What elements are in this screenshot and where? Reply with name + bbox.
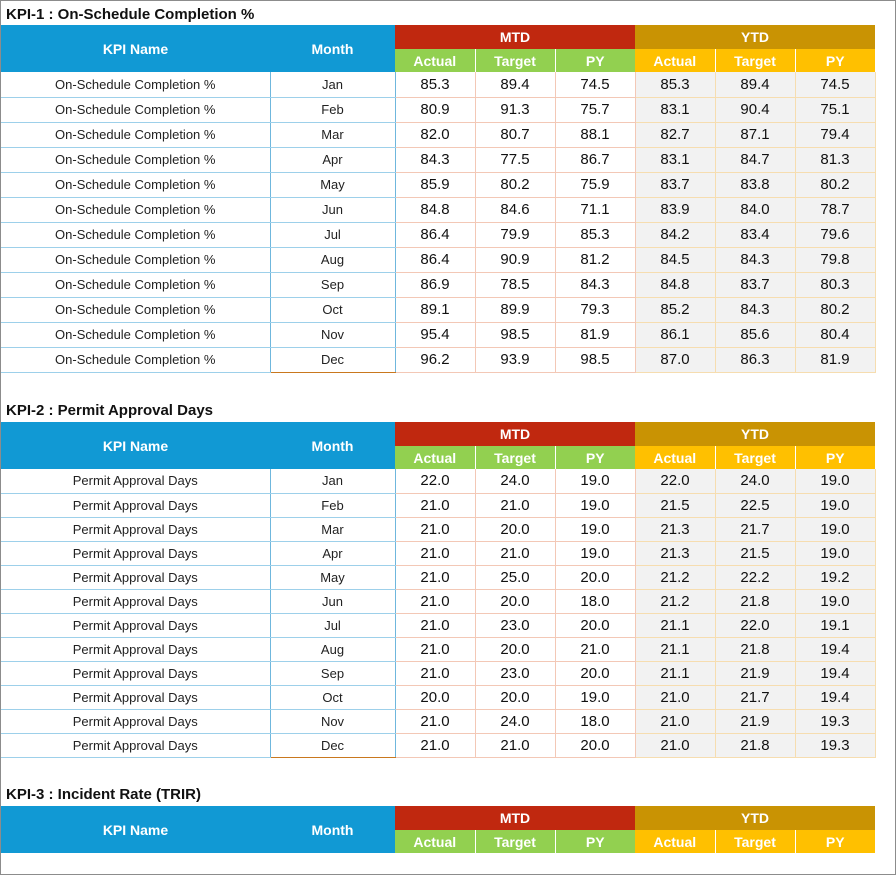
mtd-actual-cell[interactable]: 86.4 bbox=[395, 247, 475, 272]
mtd-py-cell[interactable]: 86.7 bbox=[555, 147, 635, 172]
ytd-py-cell[interactable]: 19.0 bbox=[795, 517, 875, 541]
ytd-py-cell[interactable]: 19.3 bbox=[795, 733, 875, 757]
ytd-py-cell[interactable]: 19.4 bbox=[795, 637, 875, 661]
ytd-target-cell[interactable]: 21.8 bbox=[715, 589, 795, 613]
month-cell[interactable]: Oct bbox=[270, 297, 395, 322]
mtd-target-cell[interactable]: 80.2 bbox=[475, 172, 555, 197]
ytd-py-cell[interactable]: 19.3 bbox=[795, 709, 875, 733]
ytd-actual-cell[interactable]: 21.1 bbox=[635, 661, 715, 685]
ytd-py-header[interactable]: PY bbox=[795, 49, 875, 72]
table-row bbox=[1, 517, 875, 541]
kpi-name-cell[interactable]: On-Schedule Completion % bbox=[1, 222, 270, 247]
mtd-py-header[interactable]: PY bbox=[555, 446, 635, 469]
month-header[interactable]: Month bbox=[270, 806, 395, 853]
table-row bbox=[1, 685, 875, 709]
kpi-name-cell[interactable]: Permit Approval Days bbox=[1, 517, 270, 541]
mtd-header[interactable]: MTD bbox=[395, 422, 635, 446]
ytd-target-cell[interactable]: 83.8 bbox=[715, 172, 795, 197]
kpi-name-header[interactable]: KPI Name bbox=[1, 806, 270, 853]
ytd-actual-cell[interactable]: 22.0 bbox=[635, 469, 715, 493]
table-row bbox=[1, 247, 875, 272]
ytd-actual-cell[interactable]: 21.0 bbox=[635, 685, 715, 709]
ytd-header[interactable]: YTD bbox=[635, 806, 875, 830]
mtd-py-cell[interactable]: 19.0 bbox=[555, 517, 635, 541]
ytd-actual-cell[interactable]: 21.5 bbox=[635, 493, 715, 517]
ytd-actual-cell[interactable]: 84.5 bbox=[635, 247, 715, 272]
mtd-target-header[interactable]: Target bbox=[475, 49, 555, 72]
mtd-target-cell[interactable]: 21.0 bbox=[475, 541, 555, 565]
kpi-name-cell[interactable]: Permit Approval Days bbox=[1, 661, 270, 685]
kpi-3-table bbox=[1, 806, 875, 853]
ytd-py-cell[interactable]: 19.4 bbox=[795, 661, 875, 685]
mtd-py-cell[interactable]: 71.1 bbox=[555, 197, 635, 222]
mtd-actual-header[interactable]: Actual bbox=[395, 830, 475, 853]
month-cell[interactable]: Jan bbox=[270, 72, 395, 97]
month-header[interactable]: Month bbox=[270, 422, 395, 469]
month-cell[interactable]: May bbox=[270, 565, 395, 589]
ytd-actual-cell[interactable]: 83.1 bbox=[635, 97, 715, 122]
kpi-1-title: KPI-1 : On-Schedule Completion % bbox=[6, 6, 255, 23]
mtd-header[interactable]: MTD bbox=[395, 806, 635, 830]
mtd-target-cell[interactable]: 79.9 bbox=[475, 222, 555, 247]
ytd-actual-cell[interactable]: 85.2 bbox=[635, 297, 715, 322]
ytd-actual-cell[interactable]: 21.3 bbox=[635, 517, 715, 541]
table-row bbox=[1, 322, 875, 347]
mtd-py-cell[interactable]: 18.0 bbox=[555, 589, 635, 613]
mtd-target-cell[interactable]: 78.5 bbox=[475, 272, 555, 297]
ytd-py-cell[interactable]: 19.1 bbox=[795, 613, 875, 637]
table-row bbox=[1, 147, 875, 172]
ytd-actual-header[interactable]: Actual bbox=[635, 49, 715, 72]
kpi-name-cell[interactable]: On-Schedule Completion % bbox=[1, 247, 270, 272]
ytd-target-cell[interactable]: 21.5 bbox=[715, 541, 795, 565]
mtd-py-cell[interactable]: 20.0 bbox=[555, 661, 635, 685]
mtd-actual-cell[interactable]: 21.0 bbox=[395, 493, 475, 517]
ytd-py-header[interactable]: PY bbox=[795, 446, 875, 469]
mtd-target-cell[interactable]: 77.5 bbox=[475, 147, 555, 172]
month-cell[interactable]: Aug bbox=[270, 247, 395, 272]
mtd-target-cell[interactable]: 24.0 bbox=[475, 709, 555, 733]
ytd-py-cell[interactable]: 19.4 bbox=[795, 685, 875, 709]
mtd-actual-cell[interactable]: 20.0 bbox=[395, 685, 475, 709]
kpi-name-cell[interactable]: Permit Approval Days bbox=[1, 733, 270, 757]
mtd-target-cell[interactable]: 25.0 bbox=[475, 565, 555, 589]
mtd-actual-cell[interactable]: 21.0 bbox=[395, 733, 475, 757]
ytd-target-cell[interactable]: 22.5 bbox=[715, 493, 795, 517]
mtd-header[interactable]: MTD bbox=[395, 25, 635, 49]
ytd-actual-cell[interactable]: 21.0 bbox=[635, 733, 715, 757]
table-row bbox=[1, 172, 875, 197]
ytd-py-cell[interactable]: 79.6 bbox=[795, 222, 875, 247]
ytd-actual-header[interactable]: Actual bbox=[635, 446, 715, 469]
table-row bbox=[1, 733, 875, 757]
mtd-py-cell[interactable]: 75.7 bbox=[555, 97, 635, 122]
kpi-1-table bbox=[1, 25, 876, 373]
mtd-actual-cell[interactable]: 21.0 bbox=[395, 613, 475, 637]
ytd-py-cell[interactable]: 81.3 bbox=[795, 147, 875, 172]
ytd-actual-cell[interactable]: 83.1 bbox=[635, 147, 715, 172]
mtd-py-cell[interactable]: 19.0 bbox=[555, 493, 635, 517]
mtd-py-cell[interactable]: 81.9 bbox=[555, 322, 635, 347]
ytd-target-header[interactable]: Target bbox=[715, 49, 795, 72]
ytd-actual-cell[interactable]: 21.1 bbox=[635, 613, 715, 637]
kpi-name-cell[interactable]: On-Schedule Completion % bbox=[1, 172, 270, 197]
mtd-target-cell[interactable]: 20.0 bbox=[475, 685, 555, 709]
kpi-name-cell[interactable]: On-Schedule Completion % bbox=[1, 297, 270, 322]
kpi-name-cell[interactable]: Permit Approval Days bbox=[1, 637, 270, 661]
mtd-py-cell[interactable]: 88.1 bbox=[555, 122, 635, 147]
mtd-actual-cell[interactable]: 21.0 bbox=[395, 589, 475, 613]
mtd-target-cell[interactable]: 23.0 bbox=[475, 661, 555, 685]
table-row bbox=[1, 122, 875, 147]
ytd-target-cell[interactable]: 84.7 bbox=[715, 147, 795, 172]
ytd-target-cell[interactable]: 22.0 bbox=[715, 613, 795, 637]
table-row bbox=[1, 347, 875, 372]
table-row bbox=[1, 541, 875, 565]
kpi-name-cell[interactable]: Permit Approval Days bbox=[1, 469, 270, 493]
mtd-target-cell[interactable]: 20.0 bbox=[475, 517, 555, 541]
mtd-target-cell[interactable]: 20.0 bbox=[475, 589, 555, 613]
ytd-py-cell[interactable]: 80.2 bbox=[795, 297, 875, 322]
mtd-actual-cell[interactable]: 21.0 bbox=[395, 565, 475, 589]
ytd-target-cell[interactable]: 83.4 bbox=[715, 222, 795, 247]
ytd-actual-cell[interactable]: 85.3 bbox=[635, 72, 715, 97]
mtd-target-cell[interactable]: 20.0 bbox=[475, 637, 555, 661]
month-cell[interactable]: Dec bbox=[270, 733, 395, 757]
mtd-actual-cell[interactable]: 80.9 bbox=[395, 97, 475, 122]
mtd-py-cell[interactable]: 74.5 bbox=[555, 72, 635, 97]
mtd-py-cell[interactable]: 20.0 bbox=[555, 565, 635, 589]
mtd-actual-cell[interactable]: 85.3 bbox=[395, 72, 475, 97]
ytd-target-cell[interactable]: 24.0 bbox=[715, 469, 795, 493]
ytd-target-cell[interactable]: 89.4 bbox=[715, 72, 795, 97]
kpi-name-cell[interactable]: On-Schedule Completion % bbox=[1, 197, 270, 222]
mtd-target-cell[interactable]: 80.7 bbox=[475, 122, 555, 147]
ytd-actual-cell[interactable]: 82.7 bbox=[635, 122, 715, 147]
mtd-target-cell[interactable]: 89.4 bbox=[475, 72, 555, 97]
kpi-name-cell[interactable]: Permit Approval Days bbox=[1, 709, 270, 733]
ytd-py-cell[interactable]: 19.0 bbox=[795, 541, 875, 565]
ytd-py-cell[interactable]: 19.0 bbox=[795, 469, 875, 493]
mtd-py-cell[interactable]: 19.0 bbox=[555, 541, 635, 565]
kpi-name-cell[interactable]: Permit Approval Days bbox=[1, 565, 270, 589]
month-cell[interactable]: Nov bbox=[270, 322, 395, 347]
ytd-target-cell[interactable]: 86.3 bbox=[715, 347, 795, 372]
kpi-2-table bbox=[1, 422, 876, 758]
ytd-target-cell[interactable]: 21.9 bbox=[715, 709, 795, 733]
month-cell[interactable]: Mar bbox=[270, 517, 395, 541]
ytd-actual-cell[interactable]: 84.8 bbox=[635, 272, 715, 297]
mtd-py-cell[interactable]: 20.0 bbox=[555, 613, 635, 637]
month-cell[interactable]: Apr bbox=[270, 541, 395, 565]
ytd-py-cell[interactable]: 81.9 bbox=[795, 347, 875, 372]
mtd-py-cell[interactable]: 19.0 bbox=[555, 469, 635, 493]
mtd-target-header[interactable]: Target bbox=[475, 830, 555, 853]
ytd-target-cell[interactable]: 84.3 bbox=[715, 247, 795, 272]
mtd-actual-cell[interactable]: 21.0 bbox=[395, 661, 475, 685]
ytd-actual-cell[interactable]: 83.7 bbox=[635, 172, 715, 197]
month-cell[interactable]: Jun bbox=[270, 589, 395, 613]
month-cell[interactable]: Feb bbox=[270, 97, 395, 122]
ytd-target-cell[interactable]: 21.7 bbox=[715, 685, 795, 709]
ytd-actual-cell[interactable]: 21.3 bbox=[635, 541, 715, 565]
mtd-py-cell[interactable]: 79.3 bbox=[555, 297, 635, 322]
ytd-py-cell[interactable]: 19.0 bbox=[795, 589, 875, 613]
ytd-actual-cell[interactable]: 21.2 bbox=[635, 589, 715, 613]
month-cell[interactable]: Oct bbox=[270, 685, 395, 709]
month-cell[interactable]: Sep bbox=[270, 272, 395, 297]
table-row bbox=[1, 493, 875, 517]
month-cell[interactable]: Apr bbox=[270, 147, 395, 172]
kpi-name-header[interactable]: KPI Name bbox=[1, 422, 270, 469]
ytd-py-cell[interactable]: 19.0 bbox=[795, 493, 875, 517]
ytd-actual-cell[interactable]: 86.1 bbox=[635, 322, 715, 347]
ytd-target-cell[interactable]: 21.8 bbox=[715, 637, 795, 661]
table-row bbox=[1, 222, 875, 247]
mtd-actual-cell[interactable]: 82.0 bbox=[395, 122, 475, 147]
ytd-target-cell[interactable]: 84.3 bbox=[715, 297, 795, 322]
ytd-target-cell[interactable]: 22.2 bbox=[715, 565, 795, 589]
ytd-target-cell[interactable]: 84.0 bbox=[715, 197, 795, 222]
kpi-name-cell[interactable]: On-Schedule Completion % bbox=[1, 272, 270, 297]
mtd-py-cell[interactable]: 20.0 bbox=[555, 733, 635, 757]
ytd-header[interactable]: YTD bbox=[635, 422, 875, 446]
ytd-target-header[interactable]: Target bbox=[715, 830, 795, 853]
mtd-target-cell[interactable]: 24.0 bbox=[475, 469, 555, 493]
mtd-actual-cell[interactable]: 21.0 bbox=[395, 541, 475, 565]
kpi-name-cell[interactable]: On-Schedule Completion % bbox=[1, 97, 270, 122]
mtd-actual-cell[interactable]: 89.1 bbox=[395, 297, 475, 322]
ytd-header[interactable]: YTD bbox=[635, 25, 875, 49]
month-cell[interactable]: Jul bbox=[270, 222, 395, 247]
kpi-2-title: KPI-2 : Permit Approval Days bbox=[6, 402, 214, 419]
ytd-target-cell[interactable]: 87.1 bbox=[715, 122, 795, 147]
kpi-name-cell[interactable]: On-Schedule Completion % bbox=[1, 322, 270, 347]
mtd-py-cell[interactable]: 84.3 bbox=[555, 272, 635, 297]
mtd-actual-header[interactable]: Actual bbox=[395, 446, 475, 469]
month-cell[interactable]: Jul bbox=[270, 613, 395, 637]
ytd-actual-cell[interactable]: 21.1 bbox=[635, 637, 715, 661]
month-cell[interactable]: Mar bbox=[270, 122, 395, 147]
mtd-target-cell[interactable]: 91.3 bbox=[475, 97, 555, 122]
ytd-py-cell[interactable]: 79.4 bbox=[795, 122, 875, 147]
month-cell[interactable]: Sep bbox=[270, 661, 395, 685]
mtd-actual-cell[interactable]: 86.4 bbox=[395, 222, 475, 247]
table-row bbox=[1, 613, 875, 637]
ytd-py-cell[interactable]: 19.2 bbox=[795, 565, 875, 589]
table-row bbox=[1, 297, 875, 322]
kpi-name-cell[interactable]: Permit Approval Days bbox=[1, 685, 270, 709]
ytd-py-cell[interactable]: 80.4 bbox=[795, 322, 875, 347]
mtd-target-cell[interactable]: 84.6 bbox=[475, 197, 555, 222]
ytd-py-cell[interactable]: 74.5 bbox=[795, 72, 875, 97]
mtd-actual-cell[interactable]: 85.9 bbox=[395, 172, 475, 197]
mtd-actual-cell[interactable]: 21.0 bbox=[395, 709, 475, 733]
mtd-actual-cell[interactable]: 96.2 bbox=[395, 347, 475, 372]
month-cell[interactable]: Jun bbox=[270, 197, 395, 222]
mtd-actual-cell[interactable]: 95.4 bbox=[395, 322, 475, 347]
ytd-target-cell[interactable]: 21.9 bbox=[715, 661, 795, 685]
ytd-py-header[interactable]: PY bbox=[795, 830, 875, 853]
ytd-py-cell[interactable]: 79.8 bbox=[795, 247, 875, 272]
mtd-py-header[interactable]: PY bbox=[555, 49, 635, 72]
table-row bbox=[1, 709, 875, 733]
month-cell[interactable]: Dec bbox=[270, 347, 395, 372]
table-row bbox=[1, 97, 875, 122]
table-row bbox=[1, 197, 875, 222]
mtd-actual-cell[interactable]: 84.3 bbox=[395, 147, 475, 172]
ytd-actual-cell[interactable]: 21.2 bbox=[635, 565, 715, 589]
mtd-target-cell[interactable]: 89.9 bbox=[475, 297, 555, 322]
mtd-target-cell[interactable]: 21.0 bbox=[475, 493, 555, 517]
ytd-target-header[interactable]: Target bbox=[715, 446, 795, 469]
ytd-target-cell[interactable]: 85.6 bbox=[715, 322, 795, 347]
mtd-target-cell[interactable]: 93.9 bbox=[475, 347, 555, 372]
mtd-py-cell[interactable]: 18.0 bbox=[555, 709, 635, 733]
month-cell[interactable]: May bbox=[270, 172, 395, 197]
kpi-name-cell[interactable]: Permit Approval Days bbox=[1, 613, 270, 637]
kpi-name-cell[interactable]: Permit Approval Days bbox=[1, 493, 270, 517]
month-header[interactable]: Month bbox=[270, 25, 395, 72]
table-row bbox=[1, 637, 875, 661]
mtd-actual-cell[interactable]: 21.0 bbox=[395, 517, 475, 541]
ytd-actual-cell[interactable]: 21.0 bbox=[635, 709, 715, 733]
ytd-py-cell[interactable]: 75.1 bbox=[795, 97, 875, 122]
ytd-actual-header[interactable]: Actual bbox=[635, 830, 715, 853]
mtd-target-header[interactable]: Target bbox=[475, 446, 555, 469]
ytd-py-cell[interactable]: 78.7 bbox=[795, 197, 875, 222]
mtd-target-cell[interactable]: 90.9 bbox=[475, 247, 555, 272]
ytd-py-cell[interactable]: 80.3 bbox=[795, 272, 875, 297]
mtd-py-header[interactable]: PY bbox=[555, 830, 635, 853]
table-row bbox=[1, 469, 875, 493]
table-row bbox=[1, 661, 875, 685]
mtd-actual-header[interactable]: Actual bbox=[395, 49, 475, 72]
ytd-target-cell[interactable]: 90.4 bbox=[715, 97, 795, 122]
ytd-actual-cell[interactable]: 87.0 bbox=[635, 347, 715, 372]
mtd-target-cell[interactable]: 98.5 bbox=[475, 322, 555, 347]
kpi-name-cell[interactable]: Permit Approval Days bbox=[1, 589, 270, 613]
mtd-py-cell[interactable]: 85.3 bbox=[555, 222, 635, 247]
ytd-target-cell[interactable]: 83.7 bbox=[715, 272, 795, 297]
mtd-actual-cell[interactable]: 22.0 bbox=[395, 469, 475, 493]
mtd-py-cell[interactable]: 98.5 bbox=[555, 347, 635, 372]
mtd-actual-cell[interactable]: 84.8 bbox=[395, 197, 475, 222]
ytd-py-cell[interactable]: 80.2 bbox=[795, 172, 875, 197]
mtd-py-cell[interactable]: 19.0 bbox=[555, 685, 635, 709]
mtd-actual-cell[interactable]: 86.9 bbox=[395, 272, 475, 297]
kpi-name-header[interactable]: KPI Name bbox=[1, 25, 270, 72]
kpi-name-cell[interactable]: On-Schedule Completion % bbox=[1, 347, 270, 372]
ytd-actual-cell[interactable]: 84.2 bbox=[635, 222, 715, 247]
table-row bbox=[1, 272, 875, 297]
kpi-name-cell[interactable]: On-Schedule Completion % bbox=[1, 122, 270, 147]
kpi-name-cell[interactable]: On-Schedule Completion % bbox=[1, 147, 270, 172]
ytd-actual-cell[interactable]: 83.9 bbox=[635, 197, 715, 222]
mtd-target-cell[interactable]: 21.0 bbox=[475, 733, 555, 757]
kpi-3-title: KPI-3 : Incident Rate (TRIR) bbox=[6, 786, 202, 803]
table-row bbox=[1, 565, 875, 589]
mtd-actual-cell[interactable]: 21.0 bbox=[395, 637, 475, 661]
month-cell[interactable]: Feb bbox=[270, 493, 395, 517]
table-row bbox=[1, 72, 875, 97]
mtd-py-cell[interactable]: 21.0 bbox=[555, 637, 635, 661]
mtd-py-cell[interactable]: 75.9 bbox=[555, 172, 635, 197]
mtd-py-cell[interactable]: 81.2 bbox=[555, 247, 635, 272]
month-cell[interactable]: Jan bbox=[270, 469, 395, 493]
month-cell[interactable]: Aug bbox=[270, 637, 395, 661]
kpi-name-cell[interactable]: On-Schedule Completion % bbox=[1, 72, 270, 97]
month-cell[interactable]: Nov bbox=[270, 709, 395, 733]
table-row bbox=[1, 589, 875, 613]
ytd-target-cell[interactable]: 21.8 bbox=[715, 733, 795, 757]
kpi-name-cell[interactable]: Permit Approval Days bbox=[1, 541, 270, 565]
mtd-target-cell[interactable]: 23.0 bbox=[475, 613, 555, 637]
ytd-target-cell[interactable]: 21.7 bbox=[715, 517, 795, 541]
